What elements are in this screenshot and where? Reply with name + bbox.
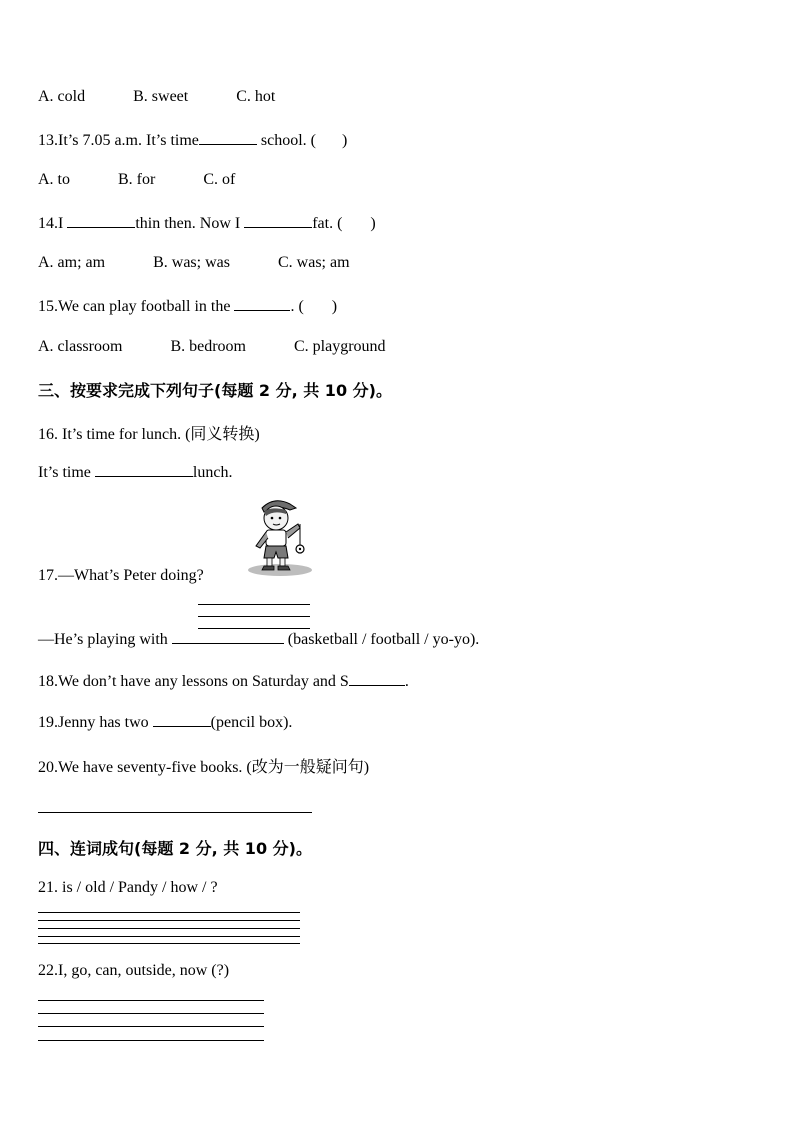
- q16-question: 16. It’s time for lunch. (同义转换): [38, 426, 260, 443]
- q15-option-a[interactable]: A. classroom: [38, 338, 123, 355]
- q17-rule-2[interactable]: [198, 616, 310, 617]
- q21-rule-2[interactable]: [38, 920, 300, 921]
- q15-question: [38, 296, 337, 316]
- q12-option-c[interactable]: C. hot: [236, 88, 276, 105]
- q19-question: [38, 712, 292, 732]
- q13-text-a: 13.It’s 7.05 a.m. It’s time: [38, 132, 199, 149]
- section-4-title: 四、连词成句(每题 2 分, 共 10 分)。: [38, 839, 312, 858]
- q20-question: 20.We have seventy-five books. (改为一般疑问句): [38, 759, 370, 776]
- q14-text-c: fat. (: [312, 215, 343, 232]
- q15-text-b: . (: [290, 298, 304, 315]
- q22-rule-2[interactable]: [38, 1013, 264, 1014]
- q13-options: [38, 171, 235, 189]
- q13-option-a[interactable]: A. to: [38, 171, 70, 188]
- q13-option-c[interactable]: C. of: [203, 171, 236, 188]
- q22-rule-1[interactable]: [38, 1000, 264, 1001]
- q21-rule-3[interactable]: [38, 928, 300, 929]
- q12-option-b[interactable]: B. sweet: [133, 88, 189, 105]
- q16-text-a: It’s time: [38, 464, 95, 481]
- q17-rule-1[interactable]: [198, 604, 310, 605]
- q14-close: ): [370, 215, 376, 232]
- q15-option-c[interactable]: C. playground: [293, 338, 386, 355]
- q15-option-b[interactable]: B. bedroom: [170, 338, 246, 355]
- boy-yoyo-illustration: [240, 494, 320, 580]
- q12-option-a[interactable]: A. cold: [38, 88, 86, 105]
- q13-text-b: school. (: [256, 132, 316, 149]
- q15-options: [38, 338, 386, 356]
- q21-rule-1[interactable]: [38, 912, 300, 913]
- q21-rule-5[interactable]: [38, 943, 300, 944]
- q22-rule-4[interactable]: [38, 1040, 264, 1041]
- q14-options: [38, 254, 350, 272]
- q17-blank[interactable]: [172, 629, 284, 644]
- q16-answer-line: [38, 462, 232, 482]
- q12-options: [38, 88, 275, 106]
- q19-text-b: (pencil box).: [210, 714, 293, 731]
- q13-close: ): [341, 132, 348, 149]
- q18-end: .: [404, 673, 409, 690]
- q18-question: [38, 671, 409, 691]
- q14-question: [38, 213, 376, 233]
- q16-blank[interactable]: [95, 462, 193, 477]
- q19-text-a: 19.Jenny has two: [38, 714, 153, 731]
- q14-option-c[interactable]: C. was; am: [277, 254, 350, 271]
- q21-question: 21. is / old / Pandy / how / ?: [38, 879, 218, 896]
- q19-blank[interactable]: [153, 712, 211, 727]
- q17-answer-b: (basketball / football / yo-yo).: [283, 631, 480, 648]
- q21-rule-4[interactable]: [38, 936, 300, 937]
- q15-blank[interactable]: [234, 296, 290, 311]
- q14-blank-2[interactable]: [244, 213, 312, 228]
- shirt: [266, 530, 286, 546]
- shorts: [264, 546, 288, 558]
- q20-answer-rule[interactable]: [38, 812, 312, 813]
- q14-option-b[interactable]: B. was; was: [153, 254, 230, 271]
- q22-rule-3[interactable]: [38, 1026, 264, 1027]
- q14-text-b: thin then. Now I: [135, 215, 245, 232]
- q17-question: 17.—What’s Peter doing?: [38, 567, 204, 584]
- q18-text: 18.We don’t have any lessons on Saturday and S: [38, 673, 349, 690]
- q17-answer-line: [38, 629, 479, 649]
- q22-question: 22.I, go, can, outside, now (?): [38, 962, 230, 979]
- q15-close: ): [331, 298, 338, 315]
- q18-blank[interactable]: [349, 671, 405, 686]
- section-3-title: 三、按要求完成下列句子(每题 2 分, 共 10 分)。: [38, 381, 392, 400]
- q17-answer-a: —He’s playing with: [38, 631, 172, 648]
- q14-text-a: 14.I: [38, 215, 68, 232]
- q14-blank-1[interactable]: [67, 213, 135, 228]
- q13-blank[interactable]: [199, 130, 257, 145]
- q16-text-b: lunch.: [192, 464, 233, 481]
- q15-text-a: 15.We can play football in the: [38, 298, 235, 315]
- q13-option-b[interactable]: B. for: [118, 171, 156, 188]
- q13-question: [38, 130, 347, 150]
- q14-option-a[interactable]: A. am; am: [38, 254, 106, 271]
